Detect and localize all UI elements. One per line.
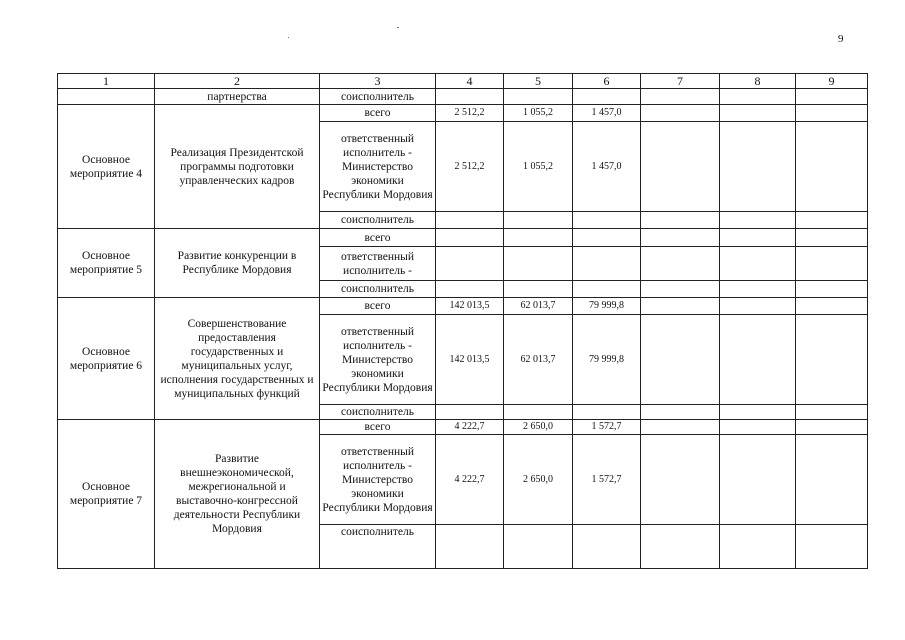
column-header: 9 bbox=[796, 74, 868, 89]
activity-name: Основное мероприятие 4 bbox=[58, 105, 155, 229]
row-label: ответственный исполнитель - Министерство экономики Республики Мордовия bbox=[320, 435, 436, 525]
activity-name: Основное мероприятие 7 bbox=[58, 420, 155, 569]
table-row bbox=[58, 89, 868, 105]
table-cell bbox=[641, 89, 720, 105]
table-cell: соисполнитель bbox=[320, 89, 436, 105]
activity-name: Основное мероприятие 5 bbox=[58, 229, 155, 298]
value-cell bbox=[436, 405, 504, 420]
table-row bbox=[58, 229, 868, 247]
table-cell bbox=[58, 89, 155, 105]
table-cell bbox=[720, 281, 796, 298]
value-cell bbox=[436, 247, 504, 281]
table-cell bbox=[796, 122, 868, 212]
row-label: всего bbox=[320, 298, 436, 315]
value-cell: 1 055,2 bbox=[504, 105, 573, 122]
value-cell: 142 013,5 bbox=[436, 298, 504, 315]
row-label: ответственный исполнитель - Министерство экономики Республики Мордовия bbox=[320, 122, 436, 212]
table-cell bbox=[641, 122, 720, 212]
value-cell: 142 013,5 bbox=[436, 315, 504, 405]
table-row bbox=[58, 105, 868, 122]
table-cell bbox=[641, 435, 720, 525]
table-cell bbox=[720, 435, 796, 525]
value-cell bbox=[504, 281, 573, 298]
value-cell bbox=[504, 247, 573, 281]
table-cell bbox=[720, 405, 796, 420]
table-row bbox=[58, 298, 868, 315]
value-cell: 4 222,7 bbox=[436, 435, 504, 525]
table-cell bbox=[796, 420, 868, 435]
activity-name: Основное мероприятие 6 bbox=[58, 298, 155, 420]
table-cell bbox=[720, 247, 796, 281]
activity-description: Совершенствование предоставления государственных и муниципальных услуг, исполнения государственных и муниципальных функций bbox=[155, 298, 320, 420]
row-label: соисполнитель bbox=[320, 281, 436, 298]
table-cell bbox=[720, 525, 796, 569]
value-cell: 2 512,2 bbox=[436, 122, 504, 212]
table-cell bbox=[720, 315, 796, 405]
table-cell bbox=[641, 247, 720, 281]
table-cell bbox=[796, 315, 868, 405]
table-cell bbox=[796, 525, 868, 569]
table-cell bbox=[641, 212, 720, 229]
value-cell bbox=[573, 405, 641, 420]
row-label: соисполнитель bbox=[320, 525, 436, 569]
row-label: соисполнитель bbox=[320, 405, 436, 420]
table-cell bbox=[796, 212, 868, 229]
table-cell bbox=[641, 281, 720, 298]
header-row bbox=[58, 74, 868, 89]
table-row bbox=[58, 420, 868, 435]
value-cell: 79 999,8 bbox=[573, 298, 641, 315]
activity-description: Реализация Президентской программы подготовки управленческих кадров bbox=[155, 105, 320, 229]
column-header: 4 bbox=[436, 74, 504, 89]
value-cell bbox=[573, 247, 641, 281]
table-cell bbox=[720, 89, 796, 105]
table-cell bbox=[720, 229, 796, 247]
activity-description: Развитие конкуренции в Республике Мордовия bbox=[155, 229, 320, 298]
value-cell bbox=[436, 525, 504, 569]
table-cell bbox=[573, 89, 641, 105]
value-cell: 2 512,2 bbox=[436, 105, 504, 122]
row-label: ответственный исполнитель - bbox=[320, 247, 436, 281]
table-cell bbox=[436, 89, 504, 105]
table-cell bbox=[796, 435, 868, 525]
row-label: всего bbox=[320, 105, 436, 122]
table-cell bbox=[796, 281, 868, 298]
value-cell bbox=[436, 212, 504, 229]
table-cell bbox=[641, 420, 720, 435]
table-cell bbox=[641, 298, 720, 315]
value-cell: 1 457,0 bbox=[573, 105, 641, 122]
value-cell: 1 457,0 bbox=[573, 122, 641, 212]
value-cell: 4 222,7 bbox=[436, 420, 504, 435]
table-cell bbox=[796, 89, 868, 105]
value-cell bbox=[504, 212, 573, 229]
activity-description: Развитие внешнеэкономической, межрегиональной и выставочно-конгрессной деятельности Республики Мордовия bbox=[155, 420, 320, 569]
value-cell: 2 650,0 bbox=[504, 420, 573, 435]
column-header: 2 bbox=[155, 74, 320, 89]
table-cell bbox=[641, 229, 720, 247]
value-cell bbox=[504, 405, 573, 420]
row-label: ответственный исполнитель - Министерство экономики Республики Мордовия bbox=[320, 315, 436, 405]
scan-speck bbox=[288, 37, 289, 38]
scan-speck bbox=[397, 27, 399, 28]
table-cell bbox=[720, 122, 796, 212]
table-cell bbox=[796, 405, 868, 420]
column-header: 6 bbox=[573, 74, 641, 89]
table-cell bbox=[504, 89, 573, 105]
row-label: соисполнитель bbox=[320, 212, 436, 229]
row-label: всего bbox=[320, 420, 436, 435]
column-header: 1 bbox=[58, 74, 155, 89]
value-cell bbox=[573, 525, 641, 569]
value-cell: 1 572,7 bbox=[573, 420, 641, 435]
value-cell bbox=[504, 525, 573, 569]
table-cell bbox=[720, 420, 796, 435]
value-cell: 79 999,8 bbox=[573, 315, 641, 405]
table-cell bbox=[796, 247, 868, 281]
table-cell bbox=[641, 525, 720, 569]
column-header: 8 bbox=[720, 74, 796, 89]
row-label: всего bbox=[320, 229, 436, 247]
table-cell bbox=[720, 212, 796, 229]
table-cell bbox=[796, 105, 868, 122]
table-cell bbox=[796, 229, 868, 247]
value-cell bbox=[573, 229, 641, 247]
table-cell bbox=[641, 105, 720, 122]
value-cell: 1 572,7 bbox=[573, 435, 641, 525]
table-cell bbox=[720, 105, 796, 122]
table-cell bbox=[796, 298, 868, 315]
page-number: 9 bbox=[838, 33, 844, 45]
value-cell bbox=[436, 229, 504, 247]
table-cell bbox=[641, 405, 720, 420]
column-header: 5 bbox=[504, 74, 573, 89]
budget-table bbox=[57, 73, 868, 569]
value-cell: 62 013,7 bbox=[504, 315, 573, 405]
table-cell bbox=[720, 298, 796, 315]
value-cell bbox=[436, 281, 504, 298]
value-cell: 2 650,0 bbox=[504, 435, 573, 525]
table-cell: партнерства bbox=[155, 89, 320, 105]
table-cell bbox=[641, 315, 720, 405]
value-cell bbox=[573, 212, 641, 229]
value-cell bbox=[573, 281, 641, 298]
column-header: 7 bbox=[641, 74, 720, 89]
value-cell: 1 055,2 bbox=[504, 122, 573, 212]
column-header: 3 bbox=[320, 74, 436, 89]
value-cell: 62 013,7 bbox=[504, 298, 573, 315]
value-cell bbox=[504, 229, 573, 247]
